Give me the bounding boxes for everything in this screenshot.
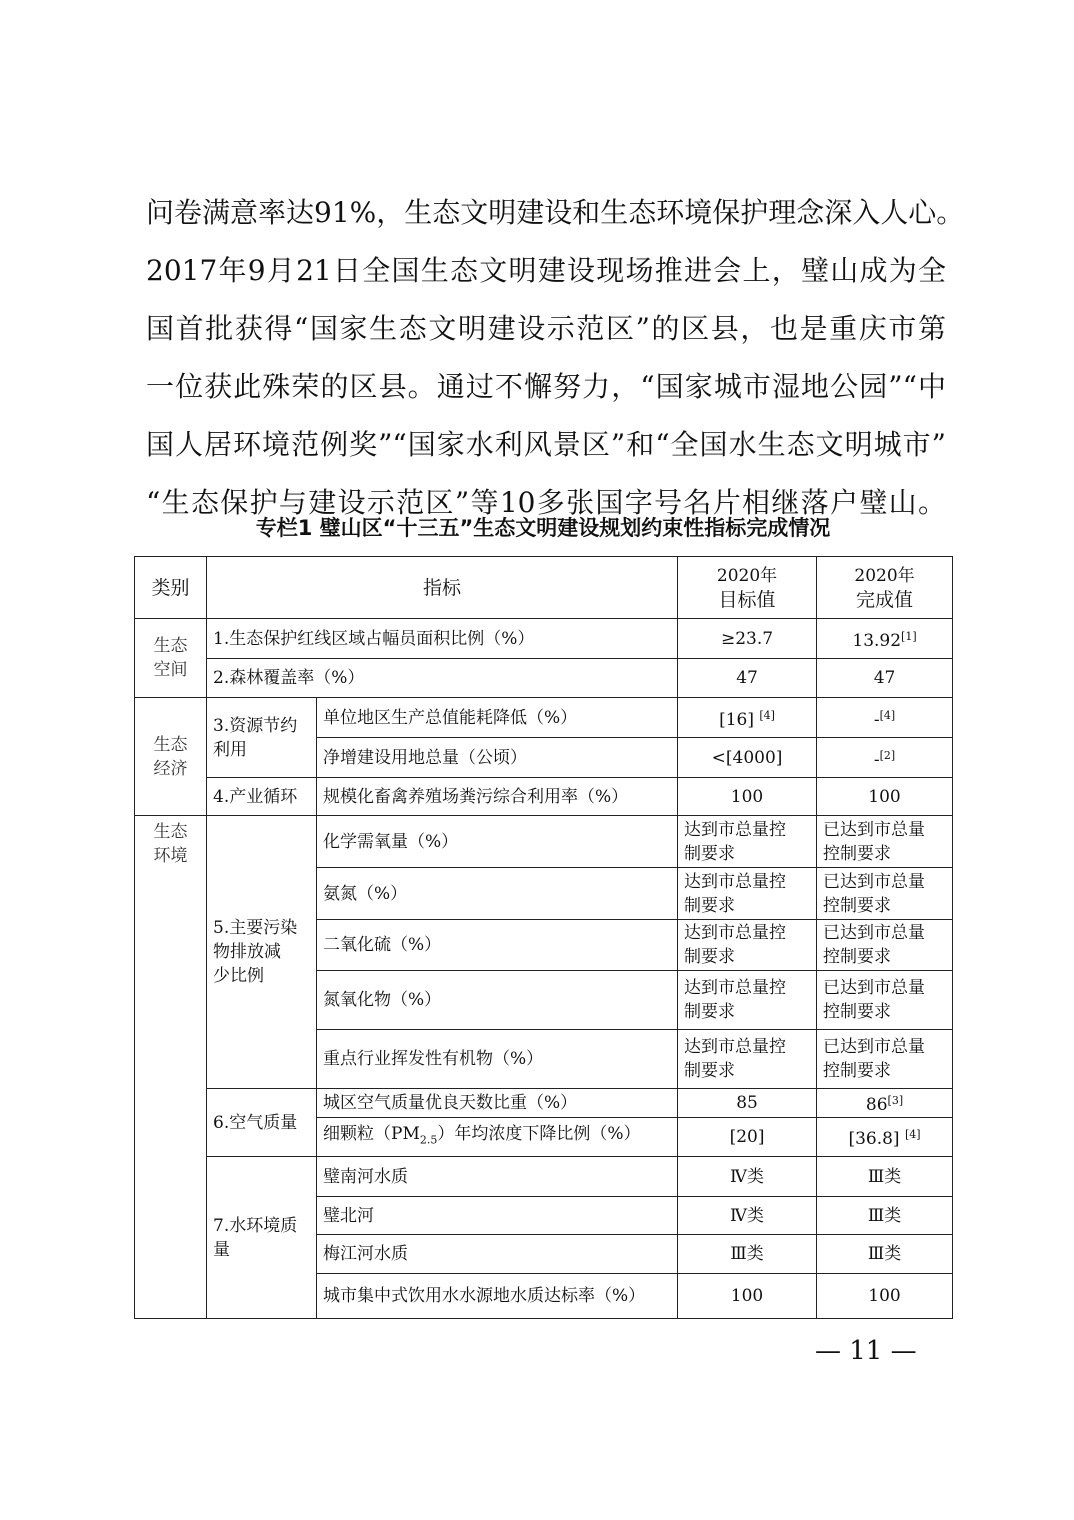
indicator-cell: 2.森林覆盖率（%） bbox=[207, 659, 678, 698]
indicator-cell: 氨氮（%） bbox=[317, 868, 678, 920]
target-cell: <[4000] bbox=[678, 738, 817, 778]
table-row bbox=[135, 1089, 953, 1118]
subgroup-cell: 3.资源节约 利用 bbox=[207, 698, 317, 778]
actual-cell: 13.92[1] bbox=[817, 619, 953, 659]
target-cell: 100 bbox=[678, 778, 817, 816]
actual-cell: Ⅲ类 bbox=[817, 1157, 953, 1197]
actual-cell: Ⅲ类 bbox=[817, 1235, 953, 1274]
indicator-cell: 净增建设用地总量（公顷） bbox=[317, 738, 678, 778]
target-cell: 达到市总量控 制要求 bbox=[678, 1030, 817, 1089]
page-number: — 11 — bbox=[815, 1336, 917, 1366]
table-row bbox=[135, 659, 953, 698]
subgroup-cell: 7.水环境质 量 bbox=[207, 1157, 317, 1319]
target-cell: [20] bbox=[678, 1118, 817, 1157]
indicator-cell: 璧北河 bbox=[317, 1197, 678, 1235]
paragraph-line: “生态保护与建设示范区”等10多张国字号名片相继落户璧山。 bbox=[146, 486, 946, 519]
paragraph-line: 2017年9月21日全国生态文明建设现场推进会上，璧山成为全 bbox=[146, 254, 946, 287]
table-row bbox=[135, 816, 953, 868]
subgroup-cell: 6.空气质量 bbox=[207, 1089, 317, 1157]
table-row bbox=[135, 778, 953, 816]
actual-cell: 已达到市总量 控制要求 bbox=[817, 868, 953, 920]
table-caption: 专栏1 璧山区“十三五”生态文明建设规划约束性指标完成情况 bbox=[255, 516, 831, 540]
target-cell: 达到市总量控 制要求 bbox=[678, 868, 817, 920]
indicator-cell: 细颗粒$(PM_{2.5})$年均浓度下降比例（%） bbox=[317, 1118, 678, 1157]
indicator-cell: 城区空气质量优良天数比重（%） bbox=[317, 1089, 678, 1118]
indicator-cell: 梅江河水质 bbox=[317, 1235, 678, 1274]
table-row bbox=[135, 619, 953, 659]
subgroup-cell: 4.产业循环 bbox=[207, 778, 317, 816]
body-paragraph bbox=[146, 184, 965, 532]
paragraph-line: 国首批获得“国家生态文明建设示范区”的区县，也是重庆市第 bbox=[146, 312, 946, 345]
table-row bbox=[135, 1157, 953, 1197]
actual-cell: 86[3] bbox=[817, 1089, 953, 1118]
header-actual: 2020年 完成值 bbox=[817, 557, 953, 619]
indicator-table bbox=[134, 556, 953, 1319]
target-cell: 达到市总量控 制要求 bbox=[678, 920, 817, 971]
target-cell: ≥23.7 bbox=[678, 619, 817, 659]
target-cell: Ⅳ类 bbox=[678, 1157, 817, 1197]
indicator-cell: 规模化畜禽养殖场粪污综合利用率（%） bbox=[317, 778, 678, 816]
indicator-cell: 重点行业挥发性有机物（%） bbox=[317, 1030, 678, 1089]
table-row bbox=[135, 698, 953, 738]
actual-cell: Ⅲ类 bbox=[817, 1197, 953, 1235]
actual-cell: 已达到市总量 控制要求 bbox=[817, 971, 953, 1030]
target-cell: [16] [4] bbox=[678, 698, 817, 738]
indicator-cell: 二氧化硫（%） bbox=[317, 920, 678, 971]
indicator-cell: 单位地区生产总值能耗降低（%） bbox=[317, 698, 678, 738]
paragraph-line: 一位获此殊荣的区县。通过不懈努力，“国家城市湿地公园”“中 bbox=[146, 370, 946, 403]
actual-cell: 100 bbox=[817, 1274, 953, 1319]
table-header-row bbox=[135, 557, 953, 619]
target-cell: 100 bbox=[678, 1274, 817, 1319]
actual-cell: -[2] bbox=[817, 738, 953, 778]
header-indicator: 指标 bbox=[207, 557, 678, 619]
target-cell: Ⅳ类 bbox=[678, 1197, 817, 1235]
indicator-cell: 城市集中式饮用水水源地水质达标率（%） bbox=[317, 1274, 678, 1319]
actual-cell: [36.8] [4] bbox=[817, 1118, 953, 1157]
indicator-cell: 璧南河水质 bbox=[317, 1157, 678, 1197]
actual-cell: -[4] bbox=[817, 698, 953, 738]
indicator-cell: 化学需氧量（%） bbox=[317, 816, 678, 868]
target-cell: 47 bbox=[678, 659, 817, 698]
category-cell: 生态 环境 bbox=[135, 816, 207, 1319]
target-cell: Ⅲ类 bbox=[678, 1235, 817, 1274]
actual-cell: 已达到市总量 控制要求 bbox=[817, 1030, 953, 1089]
actual-cell: 100 bbox=[817, 778, 953, 816]
category-cell: 生态 经济 bbox=[135, 698, 207, 816]
target-cell: 达到市总量控 制要求 bbox=[678, 971, 817, 1030]
category-cell: 生态 空间 bbox=[135, 619, 207, 698]
target-cell: 达到市总量控 制要求 bbox=[678, 816, 817, 868]
actual-cell: 已达到市总量 控制要求 bbox=[817, 920, 953, 971]
paragraph-line: 问卷满意率达91%，生态文明建设和生态环境保护理念深入人心。 bbox=[146, 196, 965, 229]
actual-cell: 已达到市总量 控制要求 bbox=[817, 816, 953, 868]
indicator-cell: 氮氧化物（%） bbox=[317, 971, 678, 1030]
target-cell: 85 bbox=[678, 1089, 817, 1118]
actual-cell: 47 bbox=[817, 659, 953, 698]
paragraph-line: 国人居环境范例奖”“国家水利风景区”和“全国水生态文明城市” bbox=[146, 428, 946, 461]
indicator-cell: 1.生态保护红线区域占幅员面积比例（%） bbox=[207, 619, 678, 659]
subgroup-cell: 5.主要污染 物排放减 少比例 bbox=[207, 816, 317, 1089]
header-target: 2020年 目标值 bbox=[678, 557, 817, 619]
header-category: 类别 bbox=[135, 557, 207, 619]
